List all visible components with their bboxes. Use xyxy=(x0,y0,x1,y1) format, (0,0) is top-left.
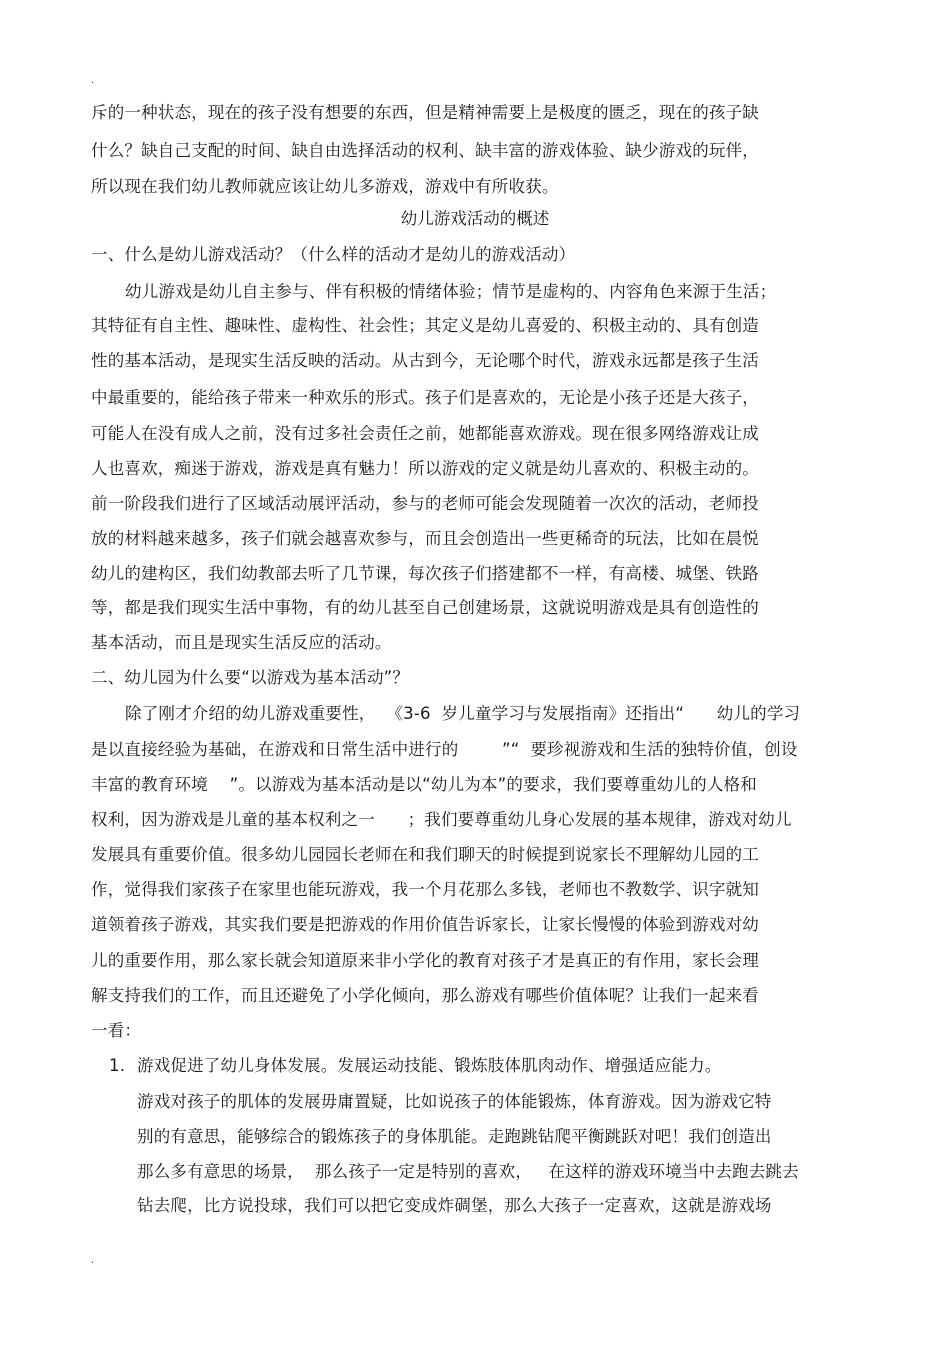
paragraph-line: 丰富的教育环境 ”。以游戏为基本活动是以“幼儿为本”的要求，我们要尊重幼儿的人格和 xyxy=(91,775,757,794)
paragraph-line: 基本活动，而且是现实生活反应的活动。 xyxy=(91,633,392,652)
paragraph-line: 是以直接经验为基础，在游戏和日常生活中进行的 ”“ 要珍视游戏和生活的独特价值，创设 xyxy=(91,740,798,759)
paragraph-line: 放的材料越来越多，孩子们就会越喜欢参与，而且会创造出一些更稀奇的玩法，比如在晨悦 xyxy=(91,529,759,548)
list-item-line: 别的有意思，能够综合的锻炼孩子的身体肌能。走跑跳钻爬平衡跳跃对吧！我们创造出 xyxy=(137,1127,772,1146)
paragraph-line: 儿的重要作用，那么家长就会知道原来非小学化的教育对孩子才是真正的有作用，家长会理 xyxy=(91,951,759,970)
page-top-mark: . xyxy=(91,75,95,86)
paragraph-line: 前一阶段我们进行了区域活动展评活动，参与的老师可能会发现随着一次次的活动，老师投 xyxy=(91,494,759,513)
paragraph-line: 一看： xyxy=(91,1021,142,1040)
paragraph-line: 中最重要的，能给孩子带来一种欢乐的形式。孩子们是喜欢的，无论是小孩子还是大孩子， xyxy=(91,388,759,407)
list-item-line: 游戏对孩子的肌体的发展毋庸置疑，比如说孩子的体能锻炼，体育游戏。因为游戏它特 xyxy=(137,1092,772,1111)
list-item-line: 钻去爬，比方说投球，我们可以把它变成炸碉堡，那么大孩子一定喜欢，这就是游戏场 xyxy=(137,1196,772,1215)
paragraph-line: 幼儿游戏是幼儿自主参与、伴有积极的情绪体验；情节是虚构的、内容角色来源于生活； xyxy=(125,282,777,301)
list-item-title: 游戏促进了幼儿身体发展。发展运动技能、锻炼肢体肌肉动作、增强适应能力。 xyxy=(137,1056,722,1075)
paragraph-line: 作，觉得我们家孩子在家里也能玩游戏，我一个月花那么多钱，老师也不教数学、识字就知 xyxy=(91,880,759,899)
section-title: 一、什么是幼儿游戏活动？（什么样的活动才是幼儿的游戏活动） xyxy=(91,245,576,264)
intro-line: 什么？缺自己支配的时间、缺自由选择活动的权利、缺丰富的游戏体验、缺少游戏的玩伴， xyxy=(91,141,759,160)
paragraph-line: 权利，因为游戏是儿童的基本权利之一 ；我们要尊重幼儿身心发展的基本规律，游戏对幼儿 xyxy=(91,810,792,829)
paragraph-line: 等，都是我们现实生活中事物，有的幼儿甚至自己创建场景，这就说明游戏是具有创造性的 xyxy=(91,598,759,617)
paragraph-line: 除了刚才介绍的幼儿游戏重要性， 《3-6 岁儿童学习与发展指南》还指出“ 幼儿的学习 xyxy=(125,704,801,723)
section-heading: 幼儿游戏活动的概述 xyxy=(400,209,550,228)
paragraph-line: 幼儿的建构区，我们幼教部去听了几节课，每次孩子们搭建都不一样，有高楼、城堡、铁路 xyxy=(91,564,759,583)
section-title: 二、幼儿园为什么要“以游戏为基本活动”？ xyxy=(91,668,410,687)
paragraph-line: 人也喜欢，痴迷于游戏，游戏是真有魅力！所以游戏的定义就是幼儿喜欢的、积极主动的。 xyxy=(91,459,759,478)
page-bottom-mark: . xyxy=(91,1255,95,1266)
paragraph-line: 发展具有重要价值。很多幼儿园园长老师在和我们聊天的时候提到说家长不理解幼儿园的工 xyxy=(91,845,759,864)
paragraph-line: 其特征有自主性、趣味性、虚构性、社会性；其定义是幼儿喜爱的、积极主动的、具有创造 xyxy=(91,316,759,335)
intro-line: 所以现在我们幼儿教师就应该让幼儿多游戏，游戏中有所收获。 xyxy=(91,177,559,196)
intro-line: 斥的一种状态，现在的孩子没有想要的东西，但是精神需要上是极度的匮乏，现在的孩子缺 xyxy=(91,103,759,122)
list-item-number: 1. xyxy=(109,1056,126,1075)
paragraph-line: 可能人在没有成人之前，没有过多社会责任之前，她都能喜欢游戏。现在很多网络游戏让成 xyxy=(91,424,759,443)
list-item-line: 那么多有意思的场景， 那么孩子一定是特别的喜欢， 在这样的游戏环境当中去跑去跳去 xyxy=(137,1162,799,1181)
paragraph-line: 性的基本活动，是现实生活反映的活动。从古到今，无论哪个时代，游戏永远都是孩子生活 xyxy=(91,351,759,370)
paragraph-line: 解支持我们的工作，而且还避免了小学化倾向，那么游戏有哪些价值体呢？让我们一起来看 xyxy=(91,986,759,1005)
paragraph-line: 道领着孩子游戏，其实我们要是把游戏的作用价值告诉家长，让家长慢慢的体验到游戏对幼 xyxy=(91,915,759,934)
